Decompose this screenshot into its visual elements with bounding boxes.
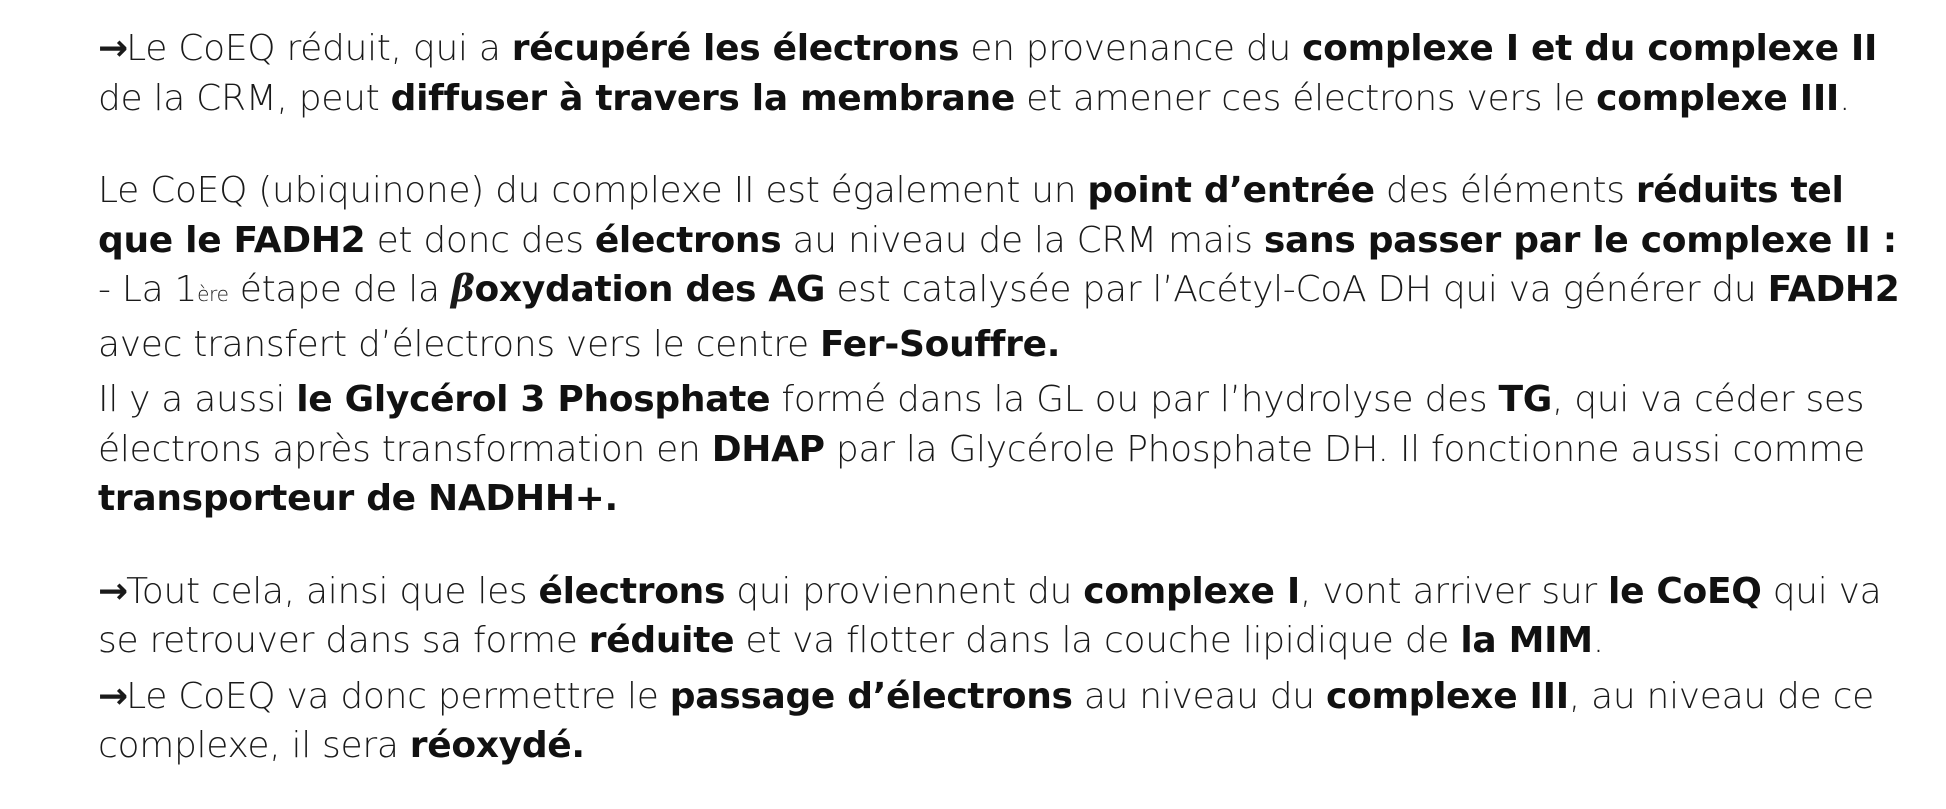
paragraph-entry-point (98, 166, 1908, 369)
text: Le CoEQ réduit, qui a (126, 28, 512, 69)
text: Le CoEQ (ubiquinone) du complexe II est également un (98, 170, 1088, 211)
arrow-icon: → (98, 570, 127, 612)
text: et va flotter dans la couche lipidique de (734, 620, 1461, 661)
bold-text: DHAP (711, 428, 825, 470)
text: des éléments (1374, 170, 1636, 211)
bold-text: la MIM (1460, 620, 1593, 661)
text: . (1592, 620, 1604, 661)
bold-text: transporteur de NADHH+. (98, 478, 618, 519)
arrow-icon: → (98, 675, 127, 717)
paragraph-reoxidation (98, 672, 1908, 771)
bold-text: réduite (588, 620, 735, 661)
bold-text: oxydation des AG (474, 269, 826, 310)
bold-text: réduits tel que le FADH2 (98, 170, 1844, 261)
text: et amener ces électrons vers le (1014, 77, 1597, 119)
text: en provenance du (959, 28, 1303, 69)
arrow-icon: → (98, 28, 127, 69)
text: , au niveau de ce complexe, il sera (98, 675, 1874, 766)
paragraph-all-electrons (98, 567, 1908, 666)
bold-text: complexe I (1083, 570, 1300, 612)
bold-text: complexe I et du complexe II (1302, 28, 1878, 69)
text: étape de la (228, 269, 451, 310)
text: et donc des (365, 219, 595, 261)
text: Le CoEQ va donc permettre le (126, 675, 670, 717)
text: , vont arriver sur (1299, 570, 1609, 612)
paragraph-glycerol-phosphate (98, 375, 1908, 524)
bold-text: sans passer par le complexe II : (1263, 219, 1897, 261)
bold-text: complexe III (1596, 77, 1840, 119)
text: , qui va céder ses électrons après transformation en (98, 379, 1865, 470)
text: au niveau du (1072, 675, 1326, 717)
bold-text: TG (1498, 379, 1552, 420)
text: de la CRM, peut (98, 77, 391, 119)
text: Tout cela, ainsi que les (126, 570, 539, 612)
bold-text: électrons (594, 219, 782, 261)
paragraph-coeq-reduced (98, 24, 1908, 123)
bold-text: réoxydé. (409, 725, 585, 766)
text: est catalysée par l’Acétyl-CoA DH qui va générer du (825, 269, 1768, 310)
text: . (1839, 77, 1851, 119)
beta-symbol: β (450, 268, 475, 310)
text: Il y a aussi (98, 379, 297, 420)
bold-text: électrons (538, 570, 726, 612)
bold-text: passage d’électrons (669, 675, 1073, 717)
text: formé dans la GL ou par l’hydrolyse des (770, 379, 1499, 420)
document-body (98, 24, 1908, 771)
text: au niveau de la CRM mais (781, 219, 1264, 261)
bold-text: diffuser à travers la membrane (390, 77, 1015, 119)
text: qui proviennent du (725, 570, 1084, 612)
bold-text: récupéré les électrons (511, 28, 960, 69)
bold-text: Fer-Souffre. (819, 323, 1061, 365)
text: par la Glycérole Phosphate DH. Il fonctionne aussi comme (824, 428, 1865, 470)
text: - La 1 (98, 269, 198, 310)
bold-text: point d’entrée (1087, 170, 1375, 211)
bold-text: le Glycérol 3 Phosphate (296, 379, 771, 420)
text: qui va se retrouver dans sa forme (98, 570, 1882, 661)
text: avec transfert d’électrons vers le centre (98, 323, 820, 365)
superscript: ère (197, 282, 229, 306)
bold-text: le CoEQ (1608, 570, 1762, 612)
bold-text: complexe III (1325, 675, 1569, 717)
bold-text: FADH2 (1767, 269, 1900, 310)
